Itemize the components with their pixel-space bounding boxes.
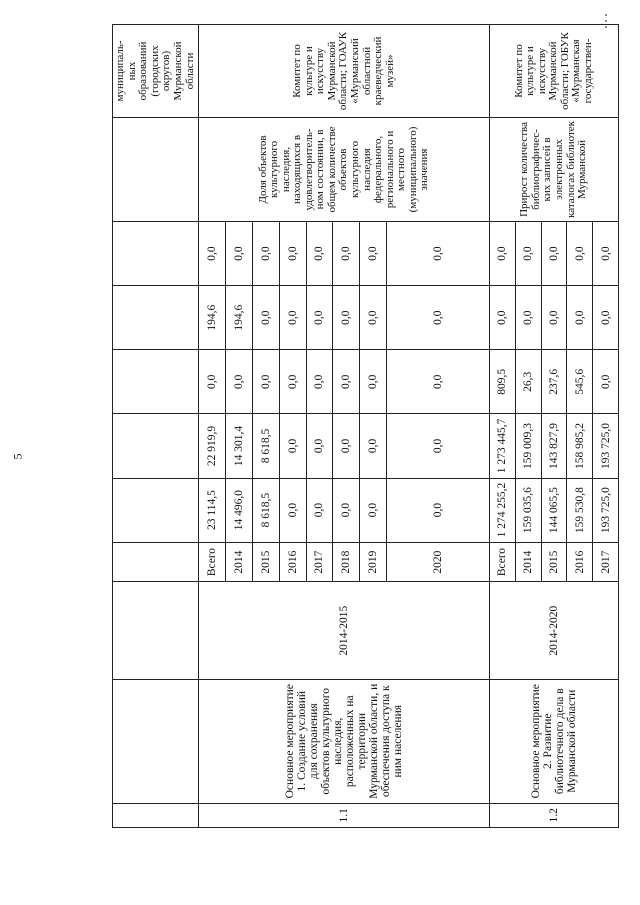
activity-period: 2014-2015 <box>199 582 490 679</box>
amount-cell: 14 496,0 <box>226 478 253 542</box>
amount-cell: 23 114,5 <box>199 478 226 542</box>
amount-cell: 0,0 <box>360 478 387 542</box>
amount-cell: 0,0 <box>386 221 489 285</box>
activity-period: 2014-2020 <box>490 582 619 679</box>
indicator-cell: Доля объектов культурного наследия, находящихся в удовлетворитель-ном состоянии, в общем количестве объектов культурного наследия федерального, регионального и местного (муниципального) значения <box>199 117 490 221</box>
amount-cell: 193 725,0 <box>593 414 619 478</box>
amount-cell: 159 530,8 <box>567 478 593 542</box>
amount-cell: 545,6 <box>567 350 593 414</box>
amount-cell: 0,0 <box>306 221 333 285</box>
amount-cell: 0,0 <box>253 350 280 414</box>
amount-cell: 0,0 <box>360 286 387 350</box>
page-number: 5 <box>10 453 25 460</box>
rotated-program-table <box>112 24 619 828</box>
amount-cell: 158 985,2 <box>567 414 593 478</box>
amount-cell: 809,5 <box>490 350 516 414</box>
amount-cell: 0,0 <box>253 221 280 285</box>
row-index: 1.2 <box>490 803 619 827</box>
amount-cell: 0,0 <box>490 221 516 285</box>
year-cell: Всего <box>199 542 226 582</box>
responsible-cell: Комитет по культуре и искусству Мурманской области; ГОАУК «Мурманский областной краеведческий музей» <box>199 25 490 118</box>
year-cell: 2014 <box>226 542 253 582</box>
amount-cell: 0,0 <box>490 286 516 350</box>
responsible-cell: Комитет по культуре и искусству Мурманской области; ГОБУК «Мурманская государствен- <box>490 25 619 118</box>
activity-title: Основное мероприятие 2. Развитие библиотечного дела в Мурманской области <box>490 679 619 803</box>
amount-cell: 0,0 <box>567 286 593 350</box>
year-cell: 2017 <box>593 542 619 582</box>
row-index: 1.1 <box>199 803 490 827</box>
amount-cell: 0,0 <box>333 221 360 285</box>
year-cell: 2020 <box>386 542 489 582</box>
amount-cell: 0,0 <box>199 221 226 285</box>
amount-cell: 193 725,0 <box>593 478 619 542</box>
amount-cell: 0,0 <box>360 414 387 478</box>
amount-cell: 1 273 445,7 <box>490 414 516 478</box>
amount-cell: 0,0 <box>279 478 306 542</box>
amount-cell: 0,0 <box>279 221 306 285</box>
amount-cell: 1 274 255,2 <box>490 478 516 542</box>
amount-cell: 0,0 <box>386 414 489 478</box>
amount-cell: 0,0 <box>279 350 306 414</box>
amount-cell: 0,0 <box>515 286 541 350</box>
amount-cell: 0,0 <box>306 478 333 542</box>
amount-cell: 22 919,9 <box>199 414 226 478</box>
amount-cell: 0,0 <box>333 286 360 350</box>
amount-cell: 8 618,5 <box>253 414 280 478</box>
year-cell: 2017 <box>306 542 333 582</box>
amount-cell: 159 009,3 <box>515 414 541 478</box>
amount-cell: 0,0 <box>279 414 306 478</box>
year-cell: 2016 <box>567 542 593 582</box>
year-cell: 2015 <box>541 542 567 582</box>
amount-cell: 194,6 <box>226 286 253 350</box>
amount-cell: 237,6 <box>541 350 567 414</box>
amount-cell: 0,0 <box>515 221 541 285</box>
activity-title: Основное мероприятие 1. Создание условий для сохранения объектов культурного наследия, расположенных на территории Мурманской области, и обеспечения доступа к ним населения <box>199 679 490 803</box>
amount-cell: 0,0 <box>386 350 489 414</box>
amount-cell: 0,0 <box>386 478 489 542</box>
amount-cell: 0,0 <box>386 286 489 350</box>
amount-cell: 143 827,9 <box>541 414 567 478</box>
amount-cell: 0,0 <box>333 350 360 414</box>
amount-cell: 0,0 <box>541 221 567 285</box>
amount-cell: 0,0 <box>593 221 619 285</box>
amount-cell: 0,0 <box>279 286 306 350</box>
amount-cell: 0,0 <box>593 286 619 350</box>
indicator-cell: Прирост количества библиографичес-ких записей в электронных каталогах библиотек Мурманской <box>490 117 619 221</box>
amount-cell: 0,0 <box>199 350 226 414</box>
year-cell: 2018 <box>333 542 360 582</box>
amount-cell: 0,0 <box>541 286 567 350</box>
amount-cell: 8 618,5 <box>253 478 280 542</box>
amount-cell: 26,3 <box>515 350 541 414</box>
year-cell: 2015 <box>253 542 280 582</box>
amount-cell: 0,0 <box>306 414 333 478</box>
amount-cell: 0,0 <box>306 350 333 414</box>
amount-cell: 0,0 <box>226 350 253 414</box>
year-cell: 2016 <box>279 542 306 582</box>
amount-cell: 144 065,5 <box>541 478 567 542</box>
amount-cell: 0,0 <box>333 414 360 478</box>
amount-cell: 0,0 <box>333 478 360 542</box>
amount-cell: 159 035,6 <box>515 478 541 542</box>
table-row <box>490 25 516 828</box>
amount-cell: 194,6 <box>199 286 226 350</box>
amount-cell: 0,0 <box>593 350 619 414</box>
year-cell: 2014 <box>515 542 541 582</box>
amount-cell: 0,0 <box>567 221 593 285</box>
amount-cell: 0,0 <box>360 221 387 285</box>
amount-cell: 0,0 <box>226 221 253 285</box>
header-responsible-cell: муниципаль- ных образований (городских округов) Мурманской области <box>113 25 199 118</box>
amount-cell: 14 301,4 <box>226 414 253 478</box>
amount-cell: 0,0 <box>253 286 280 350</box>
amount-cell: 0,0 <box>360 350 387 414</box>
amount-cell: 0,0 <box>306 286 333 350</box>
table-row <box>199 25 226 828</box>
year-cell: Всего <box>490 542 516 582</box>
year-cell: 2019 <box>360 542 387 582</box>
